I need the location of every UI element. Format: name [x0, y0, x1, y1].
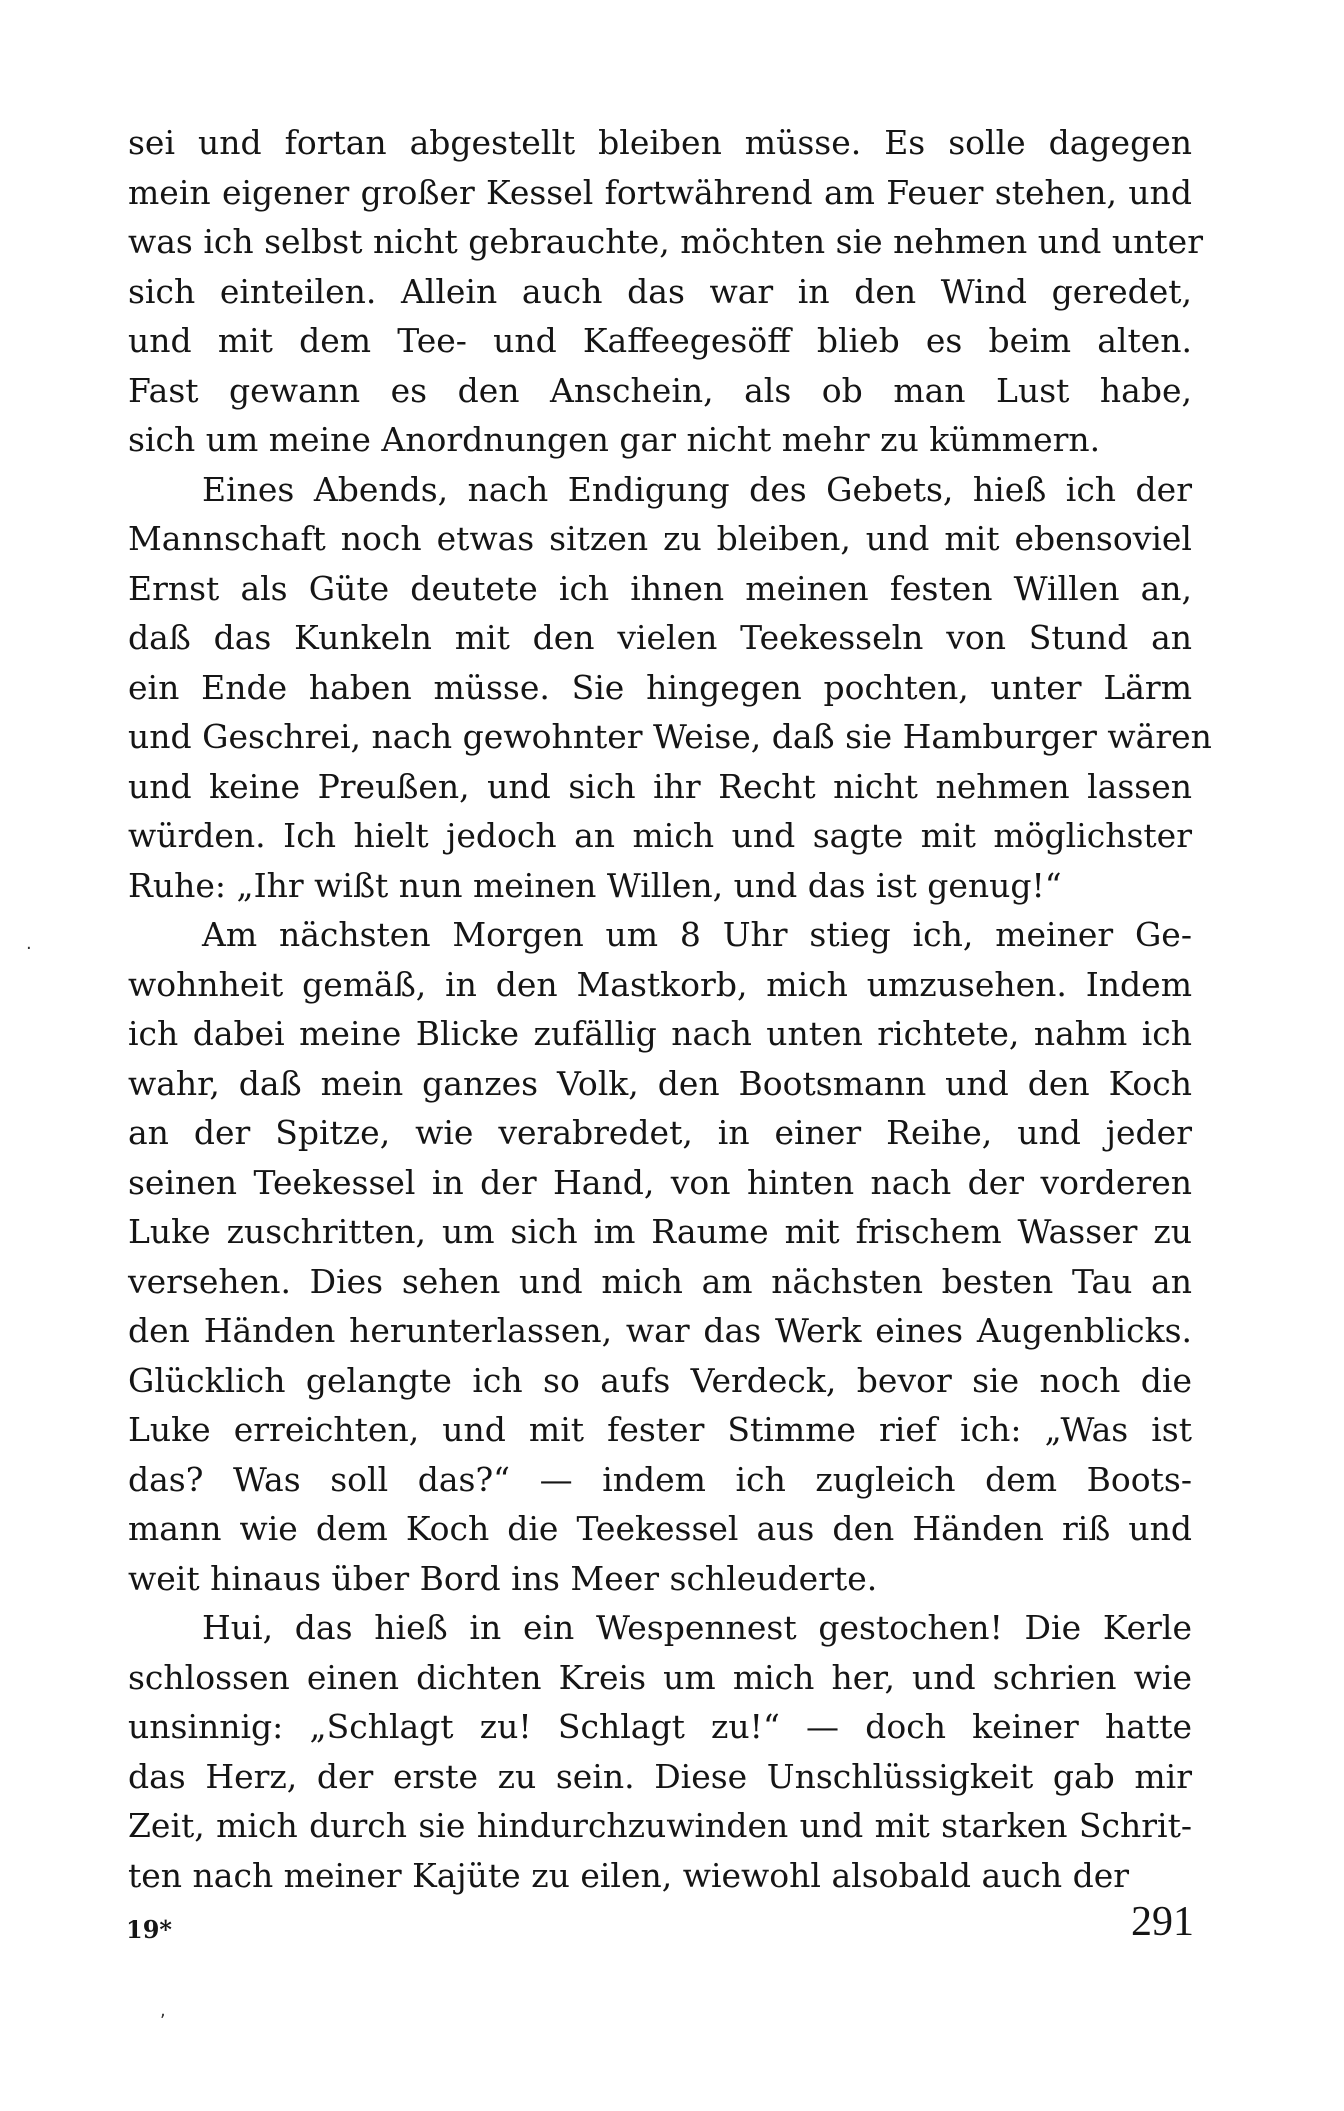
paragraph — [128, 465, 1212, 911]
text-line: sich einteilen. Allein auch das war in den Wind geredet, — [128, 271, 1192, 311]
text-line: Ernst als Güte deutete ich ihnen meinen festen Willen an, — [128, 568, 1192, 608]
text-line: seinen Teekessel in der Hand, von hinten nach der vorderen — [128, 1162, 1192, 1202]
text-line: sich um meine Anordnungen gar nicht mehr zu kümmern. — [128, 420, 1101, 459]
text-line: schlossen einen dichten Kreis um mich her, und schrien wie — [128, 1657, 1192, 1697]
signature-mark: 19* — [126, 1915, 172, 1944]
ink-speck: , — [160, 2000, 166, 2021]
ink-speck: · — [26, 938, 32, 959]
text-line: Ruhe: „Ihr wißt nun meinen Willen, und das ist genug!“ — [128, 865, 1062, 905]
text-line: ein Ende haben müsse. Sie hingegen pochten, unter Lärm — [128, 667, 1192, 707]
text-line: daß das Kunkeln mit den vielen Teekesseln von Stund an — [128, 618, 1192, 657]
text-line: das Herz, der erste zu sein. Diese Unschlüssigkeit gab mir — [128, 1756, 1192, 1796]
text-line: das? Was soll das?“ — indem ich zugleich dem Boots- — [128, 1459, 1192, 1499]
text-line: weit hinaus über Bord ins Meer schleuderte. — [128, 1558, 878, 1598]
text-line: wohnheit gemäß, in den Mastkorb, mich umzusehen. Indem — [128, 964, 1192, 1004]
text-line: Luke zuschritten, um sich im Raume mit frischem Wasser zu — [128, 1212, 1192, 1251]
text-line: Fast gewann es den Anschein, als ob man Lust habe, — [128, 370, 1192, 410]
text-line: Zeit, mich durch sie hindurchzuwinden und mit starken Schrit- — [128, 1806, 1192, 1845]
text-line: ich dabei meine Blicke zufällig nach unten richtete, nahm ich — [128, 1014, 1192, 1053]
text-line: ten nach meiner Kajüte zu eilen, wiewohl alsobald auch der — [128, 1855, 1130, 1895]
text-line: versehen. Dies sehen und mich am nächsten besten Tau an — [128, 1261, 1192, 1301]
text-line: und keine Preußen, und sich ihr Recht nicht nehmen lassen — [128, 766, 1192, 806]
text-line: Hui, das hieß in ein Wespennest gestochen! Die Kerle — [202, 1608, 1192, 1647]
text-line: und Geschrei, nach gewohnter Weise, daß sie Hamburger wären — [128, 717, 1212, 756]
text-line: mein eigener großer Kessel fortwährend am Feuer stehen, und — [128, 172, 1192, 212]
text-line: Luke erreichten, und mit fester Stimme rief ich: „Was ist — [128, 1410, 1192, 1449]
text-line: und mit dem Tee- und Kaffeegesöff blieb es beim alten. — [128, 321, 1192, 360]
paragraph — [128, 1603, 1192, 1900]
text-line: was ich selbst nicht gebrauchte, möchten sie nehmen und unter — [128, 222, 1203, 261]
text-line: den Händen herunterlassen, war das Werk eines Augenblicks. — [128, 1311, 1192, 1350]
text-line: Glücklich gelangte ich so aufs Verdeck, bevor sie noch die — [128, 1360, 1192, 1400]
text-line: Eines Abends, nach Endigung des Gebets, hieß ich der — [202, 469, 1192, 509]
text-line: Am nächsten Morgen um 8 Uhr stieg ich, meiner Ge- — [202, 915, 1192, 954]
paragraph — [128, 910, 1192, 1603]
text-line: Mannschaft noch etwas sitzen zu bleiben, und mit ebensoviel — [128, 519, 1192, 558]
text-line: wahr, daß mein ganzes Volk, den Bootsmann und den Koch — [128, 1063, 1192, 1103]
text-line: an der Spitze, wie verabredet, in einer Reihe, und jeder — [128, 1113, 1192, 1152]
body-text — [128, 118, 1212, 1900]
text-line: mann wie dem Koch die Teekessel aus den Händen riß und — [128, 1509, 1192, 1548]
page-number: 291 — [1131, 1899, 1194, 1945]
text-line: unsinnig: „Schlagt zu! Schlagt zu!“ — doch keiner hatte — [128, 1707, 1192, 1746]
text-line: würden. Ich hielt jedoch an mich und sagte mit möglichster — [128, 816, 1192, 855]
paragraph — [128, 118, 1203, 465]
text-line: sei und fortan abgestellt bleiben müsse. Es solle dagegen — [128, 123, 1192, 162]
